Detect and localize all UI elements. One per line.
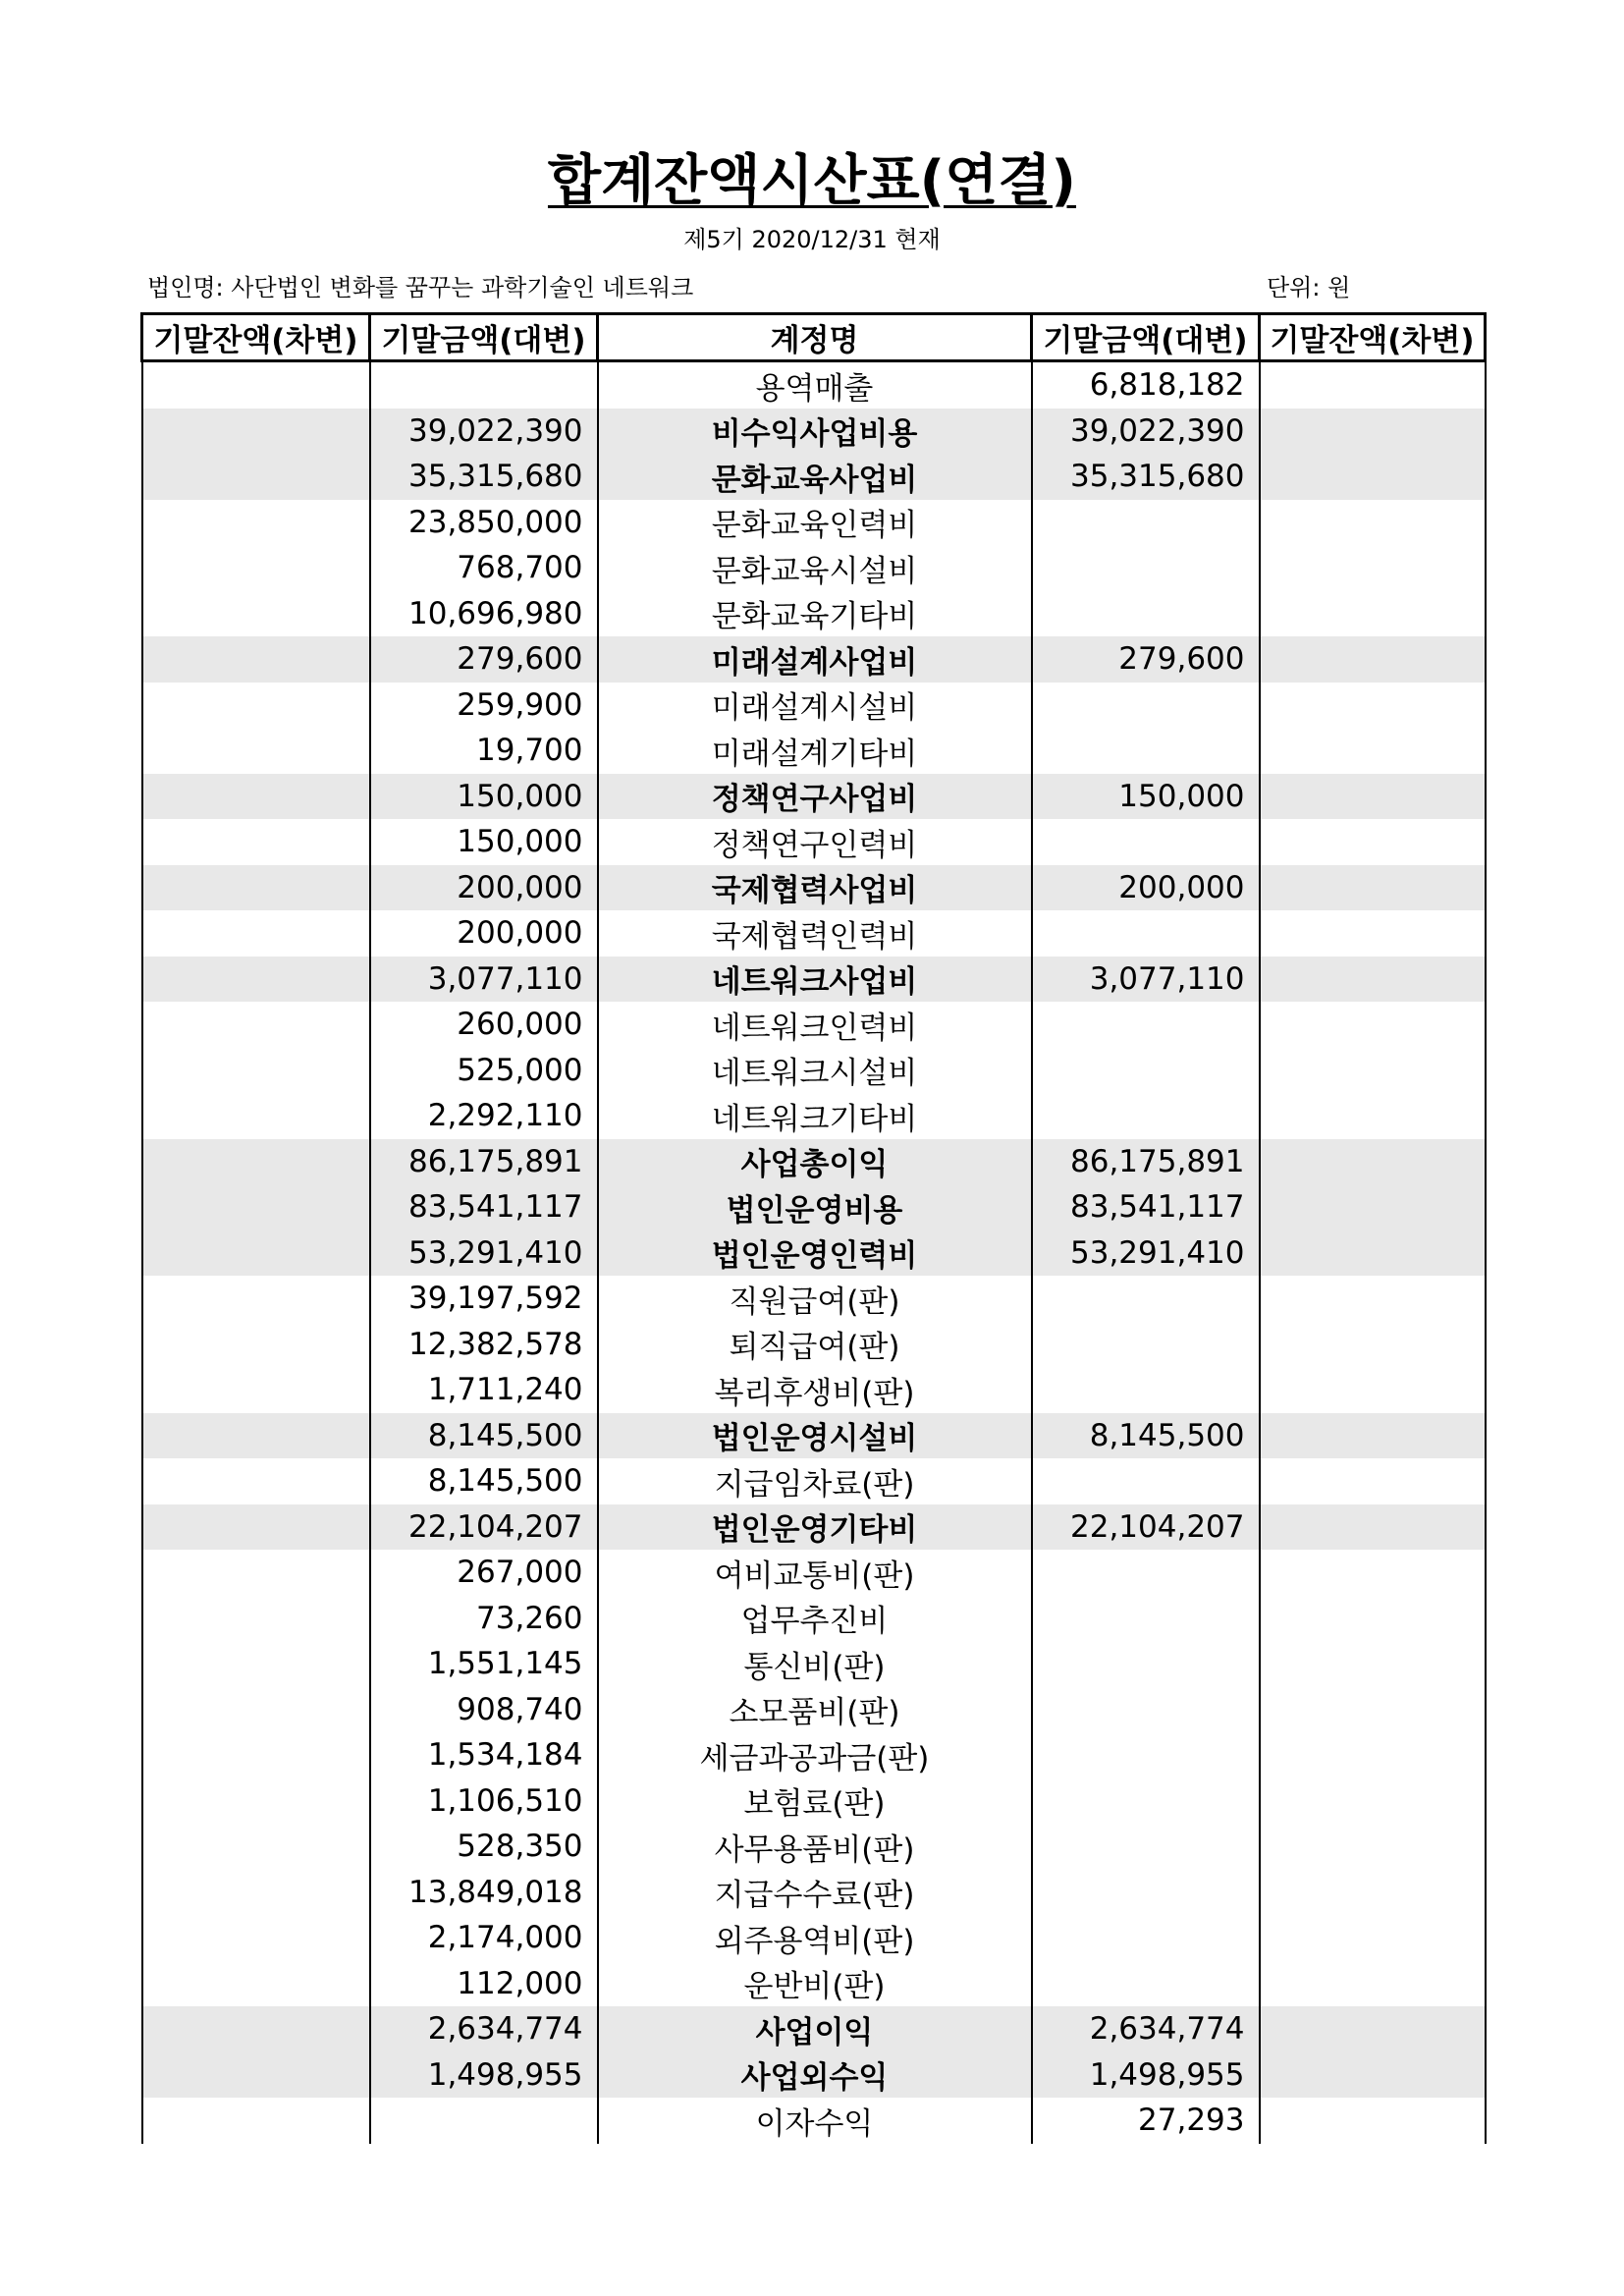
cell-debit-balance-left [142,1413,370,1459]
cell-credit-amount-left: 259,900 [370,683,598,729]
cell-debit-balance-right [1260,1048,1486,1094]
cell-debit-balance-left [142,2098,370,2144]
cell-account-name: 정책연구인력비 [598,819,1032,865]
cell-credit-amount-left: 86,175,891 [370,1139,598,1185]
header-debit-balance-left: 기말잔액(차변) [142,314,370,361]
cell-debit-balance-right [1260,1687,1486,1733]
cell-debit-balance-left [142,910,370,957]
cell-credit-amount-right: 3,077,110 [1032,957,1260,1003]
table-row [142,1915,1486,1961]
table-row [142,2052,1486,2099]
table-row [142,1870,1486,1916]
table-row [142,636,1486,683]
cell-account-name: 용역매출 [598,361,1032,409]
cell-debit-balance-left [142,1230,370,1277]
cell-credit-amount-left: 279,600 [370,636,598,683]
cell-credit-amount-right [1032,1093,1260,1139]
cell-credit-amount-left: 19,700 [370,728,598,774]
cell-debit-balance-left [142,1458,370,1504]
cell-credit-amount-right [1032,819,1260,865]
cell-account-name: 미래설계기타비 [598,728,1032,774]
table-row [142,1824,1486,1870]
cell-credit-amount-right: 35,315,680 [1032,454,1260,500]
cell-debit-balance-right [1260,1778,1486,1825]
cell-credit-amount-left: 150,000 [370,774,598,820]
cell-account-name: 법인운영시설비 [598,1413,1032,1459]
cell-debit-balance-left [142,1093,370,1139]
table-row [142,1002,1486,1048]
cell-account-name: 문화교육사업비 [598,454,1032,500]
table-row [142,454,1486,500]
cell-credit-amount-right: 200,000 [1032,865,1260,911]
cell-credit-amount-left: 35,315,680 [370,454,598,500]
cell-credit-amount-left: 73,260 [370,1596,598,1642]
table-row [142,409,1486,455]
cell-debit-balance-right [1260,454,1486,500]
cell-account-name: 사업외수익 [598,2052,1032,2099]
cell-account-name: 세금과공과금(판) [598,1732,1032,1778]
table-row [142,545,1486,591]
cell-debit-balance-left [142,865,370,911]
table-row [142,957,1486,1003]
table-row [142,728,1486,774]
cell-credit-amount-left: 8,145,500 [370,1413,598,1459]
table-row [142,1961,1486,2007]
cell-account-name: 여비교통비(판) [598,1550,1032,1596]
cell-credit-amount-left: 267,000 [370,1550,598,1596]
cell-debit-balance-right [1260,409,1486,455]
table-row [142,500,1486,546]
cell-credit-amount-left: 150,000 [370,819,598,865]
cell-debit-balance-right [1260,865,1486,911]
table-row [142,1596,1486,1642]
table-row [142,361,1486,409]
cell-credit-amount-right: 279,600 [1032,636,1260,683]
cell-credit-amount-right [1032,500,1260,546]
cell-credit-amount-left: 2,634,774 [370,2006,598,2052]
cell-credit-amount-left: 23,850,000 [370,500,598,546]
cell-debit-balance-left [142,1915,370,1961]
table-row [142,819,1486,865]
table-row [142,910,1486,957]
header-credit-amount-left: 기말금액(대변) [370,314,598,361]
cell-account-name: 정책연구사업비 [598,774,1032,820]
cell-account-name: 미래설계사업비 [598,636,1032,683]
cell-account-name: 사업총이익 [598,1139,1032,1185]
cell-account-name: 법인운영인력비 [598,1230,1032,1277]
cell-debit-balance-left [142,1002,370,1048]
cell-debit-balance-left [142,1687,370,1733]
cell-account-name: 네트워크사업비 [598,957,1032,1003]
cell-credit-amount-left: 112,000 [370,1961,598,2007]
cell-credit-amount-right [1032,1002,1260,1048]
cell-debit-balance-right [1260,2052,1486,2099]
cell-credit-amount-left: 908,740 [370,1687,598,1733]
cell-credit-amount-right: 83,541,117 [1032,1184,1260,1230]
cell-debit-balance-right [1260,1367,1486,1413]
table-row [142,1687,1486,1733]
cell-credit-amount-left: 10,696,980 [370,591,598,637]
cell-debit-balance-left [142,819,370,865]
cell-debit-balance-left [142,1641,370,1687]
cell-debit-balance-left [142,1504,370,1551]
cell-debit-balance-left [142,636,370,683]
cell-debit-balance-right [1260,1276,1486,1322]
cell-debit-balance-left [142,545,370,591]
cell-account-name: 네트워크기타비 [598,1093,1032,1139]
cell-credit-amount-right [1032,545,1260,591]
table-row [142,1230,1486,1277]
cell-credit-amount-right [1032,1641,1260,1687]
cell-debit-balance-left [142,957,370,1003]
cell-debit-balance-right [1260,1641,1486,1687]
cell-account-name: 법인운영비용 [598,1184,1032,1230]
cell-debit-balance-right [1260,957,1486,1003]
cell-account-name: 보험료(판) [598,1778,1032,1825]
cell-credit-amount-right [1032,1048,1260,1094]
cell-credit-amount-right: 53,291,410 [1032,1230,1260,1277]
table-row [142,1778,1486,1825]
cell-credit-amount-right: 8,145,500 [1032,1413,1260,1459]
table-row [142,1093,1486,1139]
table-row [142,1732,1486,1778]
cell-debit-balance-left [142,1276,370,1322]
cell-credit-amount-right [1032,1458,1260,1504]
cell-debit-balance-left [142,2052,370,2099]
cell-credit-amount-right: 1,498,955 [1032,2052,1260,2099]
table-body [142,361,1486,2144]
cell-debit-balance-left [142,1596,370,1642]
cell-credit-amount-left: 200,000 [370,865,598,911]
cell-credit-amount-left: 53,291,410 [370,1230,598,1277]
cell-credit-amount-left: 525,000 [370,1048,598,1094]
header-credit-amount-right: 기말금액(대변) [1032,314,1260,361]
cell-account-name: 업무추진비 [598,1596,1032,1642]
document-subtitle: 제5기 2020/12/31 현재 [683,226,941,253]
cell-credit-amount-left: 1,711,240 [370,1367,598,1413]
cell-credit-amount-right [1032,1367,1260,1413]
cell-account-name: 법인운영기타비 [598,1504,1032,1551]
cell-credit-amount-left: 8,145,500 [370,1458,598,1504]
cell-debit-balance-left [142,1778,370,1825]
cell-credit-amount-right [1032,1687,1260,1733]
table-row [142,1322,1486,1368]
table-header-row [142,314,1486,361]
cell-credit-amount-right [1032,1596,1260,1642]
cell-debit-balance-right [1260,2006,1486,2052]
cell-debit-balance-left [142,2006,370,2052]
cell-credit-amount-right [1032,1870,1260,1916]
cell-credit-amount-right [1032,728,1260,774]
table-row [142,2006,1486,2052]
cell-credit-amount-right: 27,293 [1032,2098,1260,2144]
cell-debit-balance-right [1260,1413,1486,1459]
cell-account-name: 사무용품비(판) [598,1824,1032,1870]
cell-debit-balance-left [142,409,370,455]
unit-label: 단위: 원 [1267,274,1351,301]
cell-debit-balance-left [142,361,370,409]
cell-credit-amount-right [1032,910,1260,957]
document-title: 합계잔액시산표(연결) [547,149,1077,213]
cell-debit-balance-right [1260,1458,1486,1504]
cell-account-name: 비수익사업비용 [598,409,1032,455]
cell-debit-balance-left [142,1184,370,1230]
cell-credit-amount-left: 83,541,117 [370,1184,598,1230]
cell-credit-amount-right [1032,1778,1260,1825]
cell-debit-balance-right [1260,591,1486,637]
cell-debit-balance-right [1260,1870,1486,1916]
table-row [142,1367,1486,1413]
cell-debit-balance-left [142,1139,370,1185]
cell-account-name: 네트워크시설비 [598,1048,1032,1094]
cell-credit-amount-left: 12,382,578 [370,1322,598,1368]
cell-credit-amount-left: 1,534,184 [370,1732,598,1778]
cell-credit-amount-left: 1,498,955 [370,2052,598,2099]
table-row [142,2098,1486,2144]
cell-credit-amount-left: 3,077,110 [370,957,598,1003]
cell-credit-amount-left: 2,174,000 [370,1915,598,1961]
cell-credit-amount-right [1032,683,1260,729]
cell-account-name: 네트워크인력비 [598,1002,1032,1048]
cell-credit-amount-left: 2,292,110 [370,1093,598,1139]
cell-credit-amount-right [1032,1322,1260,1368]
cell-account-name: 사업이익 [598,2006,1032,2052]
cell-debit-balance-right [1260,500,1486,546]
cell-debit-balance-left [142,454,370,500]
cell-credit-amount-left: 22,104,207 [370,1504,598,1551]
table-row [142,1276,1486,1322]
table-row [142,591,1486,637]
cell-debit-balance-right [1260,1139,1486,1185]
cell-credit-amount-right [1032,1915,1260,1961]
table-row [142,1458,1486,1504]
cell-account-name: 소모품비(판) [598,1687,1032,1733]
cell-credit-amount-right: 150,000 [1032,774,1260,820]
cell-credit-amount-right [1032,1550,1260,1596]
cell-debit-balance-left [142,728,370,774]
cell-debit-balance-left [142,1961,370,2007]
table-row [142,1139,1486,1185]
cell-account-name: 미래설계시설비 [598,683,1032,729]
table-row [142,1184,1486,1230]
cell-debit-balance-left [142,591,370,637]
cell-credit-amount-left [370,2098,598,2144]
cell-debit-balance-right [1260,636,1486,683]
cell-credit-amount-left: 1,106,510 [370,1778,598,1825]
cell-account-name: 복리후생비(판) [598,1367,1032,1413]
cell-debit-balance-right [1260,1230,1486,1277]
cell-debit-balance-right [1260,1824,1486,1870]
cell-debit-balance-right [1260,728,1486,774]
cell-credit-amount-left: 260,000 [370,1002,598,1048]
cell-debit-balance-right [1260,683,1486,729]
cell-account-name: 문화교육인력비 [598,500,1032,546]
cell-debit-balance-right [1260,361,1486,409]
table-row [142,1550,1486,1596]
cell-credit-amount-left: 200,000 [370,910,598,957]
cell-debit-balance-left [142,500,370,546]
cell-credit-amount-right: 22,104,207 [1032,1504,1260,1551]
cell-account-name: 국제협력인력비 [598,910,1032,957]
cell-account-name: 지급임차료(판) [598,1458,1032,1504]
header-account-name: 계정명 [598,314,1032,361]
cell-credit-amount-left: 768,700 [370,545,598,591]
cell-credit-amount-right: 39,022,390 [1032,409,1260,455]
table-row [142,1504,1486,1551]
table-row [142,865,1486,911]
cell-debit-balance-left [142,774,370,820]
cell-debit-balance-left [142,1550,370,1596]
cell-credit-amount-right [1032,1276,1260,1322]
cell-debit-balance-left [142,1322,370,1368]
cell-account-name: 지급수수료(판) [598,1870,1032,1916]
trial-balance-table [140,312,1487,2144]
cell-debit-balance-right [1260,1093,1486,1139]
cell-debit-balance-right [1260,910,1486,957]
cell-account-name: 통신비(판) [598,1641,1032,1687]
cell-credit-amount-right [1032,1961,1260,2007]
cell-credit-amount-left: 39,197,592 [370,1276,598,1322]
cell-debit-balance-left [142,1824,370,1870]
cell-debit-balance-right [1260,1915,1486,1961]
cell-debit-balance-left [142,1048,370,1094]
cell-debit-balance-right [1260,1002,1486,1048]
cell-credit-amount-right [1032,1824,1260,1870]
table-row [142,1048,1486,1094]
cell-debit-balance-right [1260,1184,1486,1230]
table-row [142,1641,1486,1687]
cell-debit-balance-right [1260,1504,1486,1551]
cell-debit-balance-right [1260,774,1486,820]
cell-account-name: 이자수익 [598,2098,1032,2144]
cell-debit-balance-left [142,683,370,729]
cell-debit-balance-right [1260,1961,1486,2007]
table-row [142,683,1486,729]
cell-debit-balance-left [142,1367,370,1413]
cell-debit-balance-right [1260,819,1486,865]
cell-credit-amount-left: 1,551,145 [370,1641,598,1687]
cell-credit-amount-left: 13,849,018 [370,1870,598,1916]
cell-account-name: 운반비(판) [598,1961,1032,2007]
cell-debit-balance-right [1260,545,1486,591]
table-row [142,1413,1486,1459]
entity-name: 법인명: 사단법인 변화를 꿈꾸는 과학기술인 네트워크 [147,274,694,301]
cell-account-name: 퇴직급여(판) [598,1322,1032,1368]
cell-credit-amount-left [370,361,598,409]
cell-debit-balance-right [1260,1322,1486,1368]
cell-debit-balance-right [1260,1596,1486,1642]
cell-account-name: 문화교육시설비 [598,545,1032,591]
cell-debit-balance-right [1260,1550,1486,1596]
cell-credit-amount-right [1032,1732,1260,1778]
cell-debit-balance-left [142,1732,370,1778]
cell-credit-amount-right [1032,591,1260,637]
table-row [142,774,1486,820]
cell-debit-balance-left [142,1870,370,1916]
header-debit-balance-right: 기말잔액(차변) [1260,314,1486,361]
cell-credit-amount-right: 6,818,182 [1032,361,1260,409]
cell-credit-amount-right: 2,634,774 [1032,2006,1260,2052]
cell-account-name: 직원급여(판) [598,1276,1032,1322]
cell-account-name: 외주용역비(판) [598,1915,1032,1961]
cell-debit-balance-right [1260,1732,1486,1778]
cell-account-name: 국제협력사업비 [598,865,1032,911]
cell-credit-amount-left: 39,022,390 [370,409,598,455]
cell-account-name: 문화교육기타비 [598,591,1032,637]
cell-credit-amount-right: 86,175,891 [1032,1139,1260,1185]
cell-debit-balance-right [1260,2098,1486,2144]
cell-credit-amount-left: 528,350 [370,1824,598,1870]
